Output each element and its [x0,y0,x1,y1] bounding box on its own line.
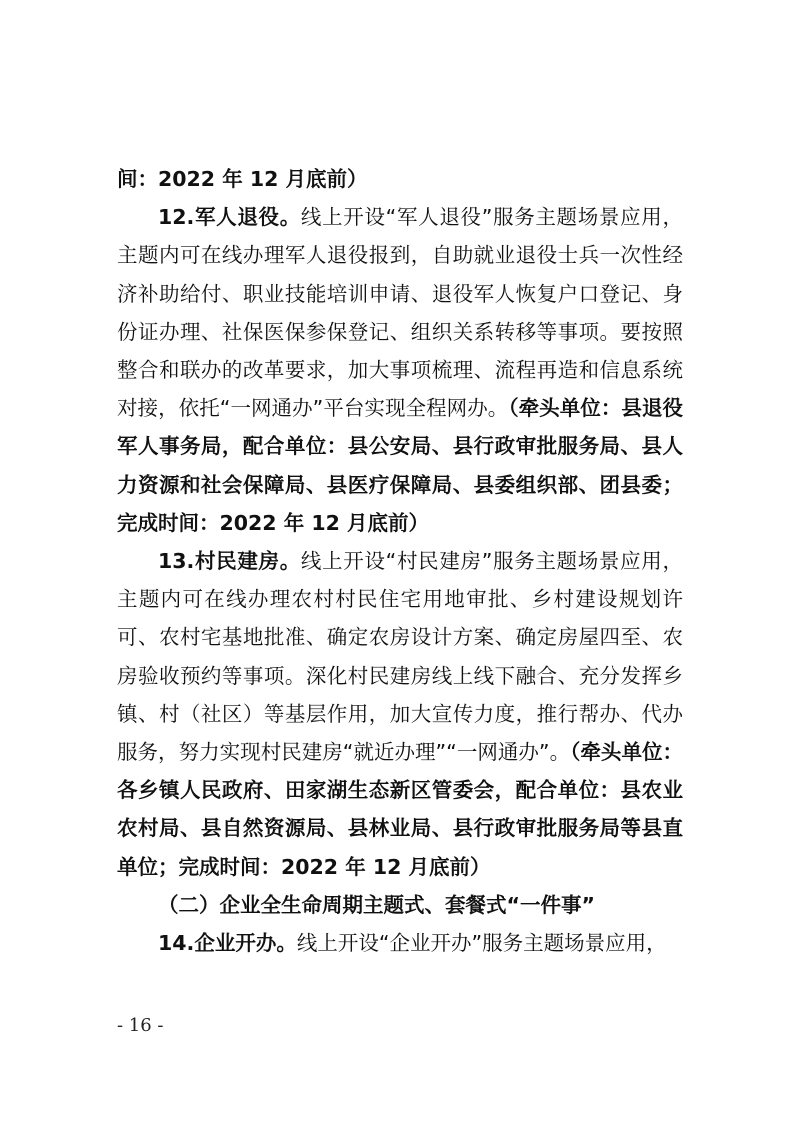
item-note-12: （牵头单位：县退役军人事务局，配合单位：县公安局、县行政审批服务局、县人力资源和社会保障局、县医疗保障局、县委组织部、团县委；完成时间：2022 年 12 月底前） [117,396,683,535]
section-heading-2 [117,886,683,924]
item-note-13: （牵头单位：各乡镇人民政府、田家湖生态新区管委会，配合单位：县农业农村局、县自然资源局、县林业局、县行政审批服务局等县直单位；完成时间：2022 年 12 月底前） [117,740,683,879]
item-body-12: 线上开设“军人退役”服务主题场景应用，主题内可在线办理军人退役报到，自助就业退役士兵一次性经济补助给付、职业技能培训申请、退役军人恢复户口登记、身份证办理、社保医保参保登记、组织关系转移等事项。要按照整合和联办的改革要求，加大事项梳理、流程再造和信息系统对接，依托“一网通办”平台实现全程网办。 [117,205,683,421]
item-heading-13: 13.村民建房。 [158,549,301,574]
paragraph-enterprise-opening [117,924,683,962]
paragraph-military-retirement [117,198,683,542]
item-heading-14: 14.企业开办。 [158,931,297,956]
item-body-13: 线上开设“村民建房”服务主题场景应用，主题内可在线办理农村村民住宅用地审批、乡村建设规划许可、农村宅基地批准、确定农房设计方案、确定房屋四至、农房验收预约等事项。深化村民建房线上线下融合、充分发挥乡镇、村（社区）等基层作用，加大宣传力度，推行帮办、代办服务，努力实现村民建房“就近办理”“一网通办”。 [117,549,683,765]
section-heading-text: （二）企业全生命周期主题式、套餐式“一件事” [158,892,595,917]
page-number: - 16 - [117,1015,164,1036]
item-heading-12: 12.军人退役。 [158,205,301,230]
continuation-text: 间：2022 年 12 月底前） [117,167,368,191]
paragraph-continuation [117,160,683,198]
item-body-14: 线上开设“企业开办”服务主题场景应用， [296,931,667,956]
document-body [117,160,683,962]
paragraph-villager-housing [117,542,683,886]
